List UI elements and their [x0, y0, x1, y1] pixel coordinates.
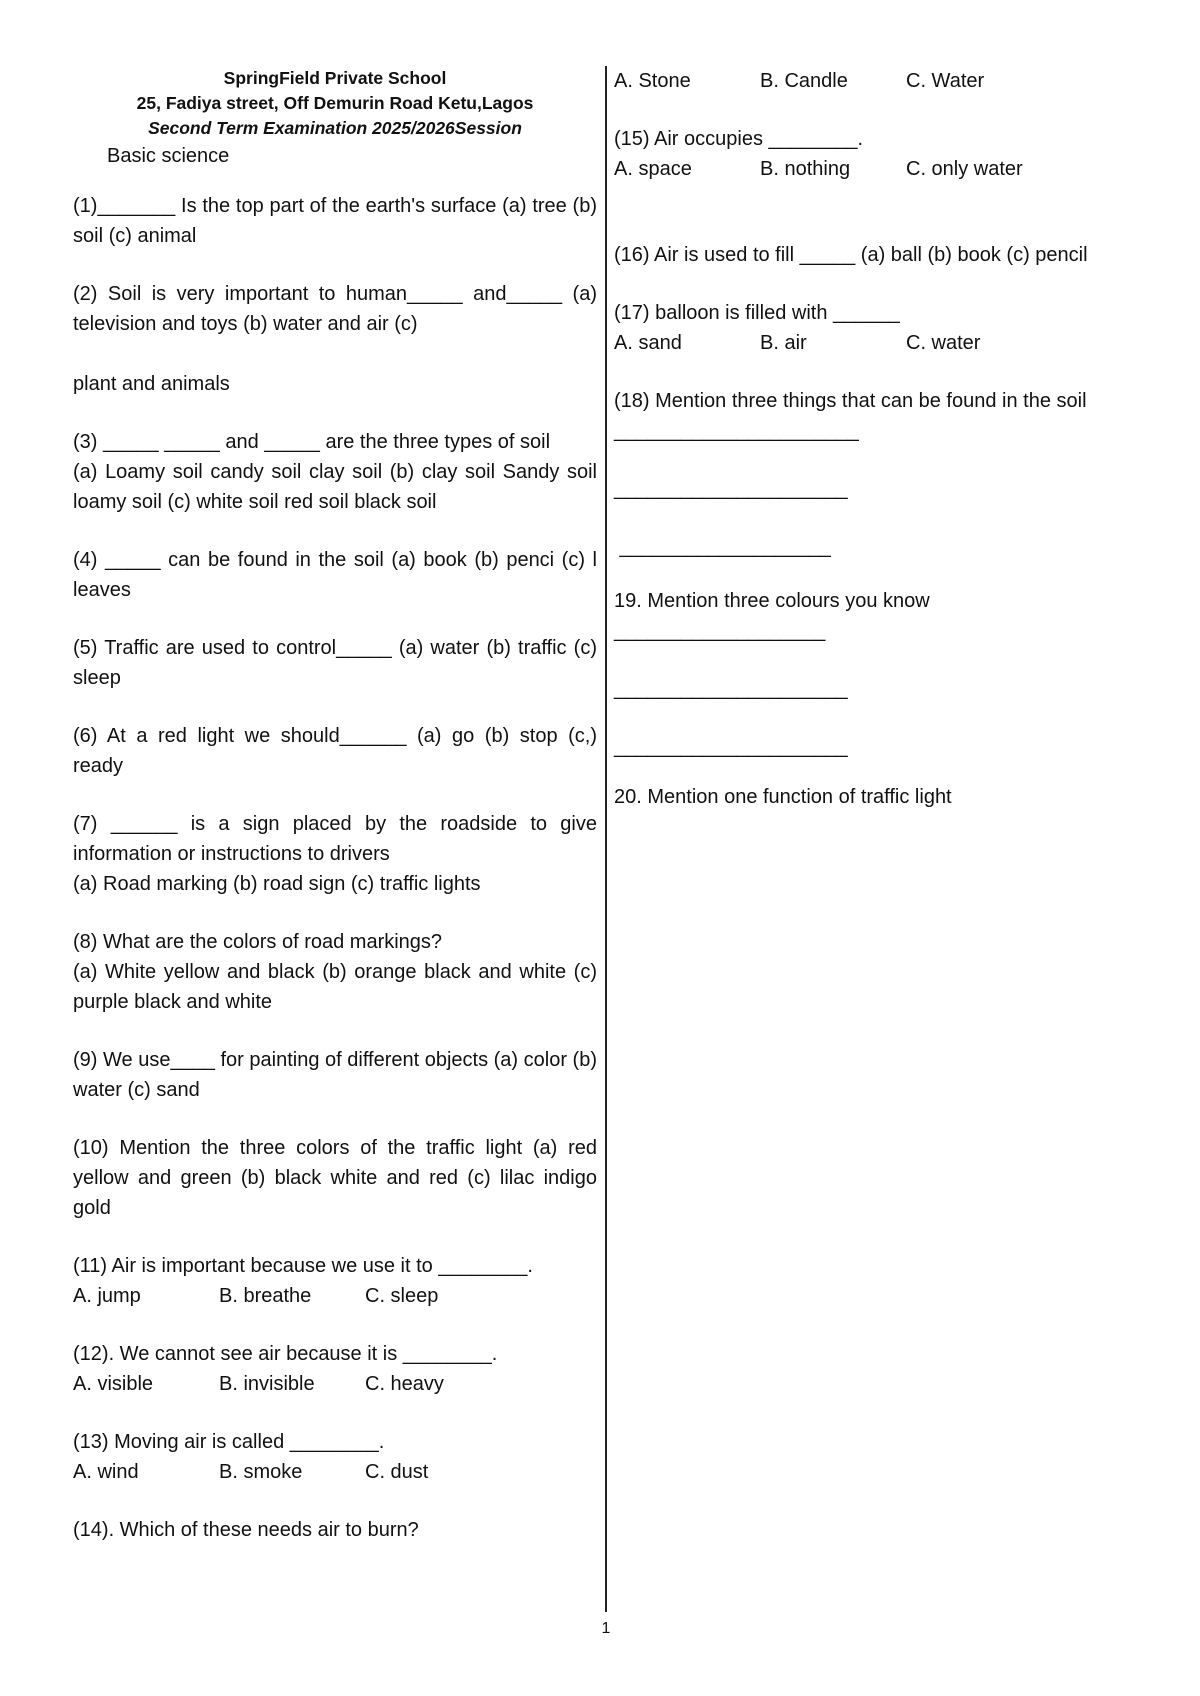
option-a: A. sand	[614, 332, 682, 354]
options	[73, 1281, 597, 1311]
answer-line[interactable]: ___________________	[614, 620, 826, 642]
subject-title: Basic science	[107, 145, 230, 167]
options	[73, 1369, 597, 1399]
question-15: (15) Air occupies ________. A. space B. nothing C. only water	[614, 124, 1136, 184]
option-b: B. air	[760, 332, 807, 354]
question-18: (18) Mention three things that can be found in the soil ______________________ _____________________ ___________________	[614, 386, 1136, 562]
question-9: (9) We use____ for painting of different objects (a) color (b) water (c) sand	[73, 1049, 597, 1101]
column-divider	[605, 66, 607, 1612]
question-13: (13) Moving air is called ________. A. wind B. smoke C. dust	[73, 1427, 597, 1487]
answer-line[interactable]: _____________________	[614, 736, 848, 758]
answer-line[interactable]: _____________________	[614, 478, 848, 500]
option-a: A. jump	[73, 1285, 141, 1307]
question-5: (5) Traffic are used to control_____ (a) water (b) traffic (c) sleep	[73, 637, 597, 689]
question-7: (7) ______ is a sign placed by the roadside to give information or instructions to drivers (a) Road marking (b) road sign (c) traffic lights	[73, 813, 597, 895]
question-3: (3) _____ _____ and _____ are the three types of soil (a) Loamy soil candy soil clay soil (b) clay soil Sandy soil loamy soil (c) white soil red soil black soil	[73, 431, 597, 513]
question-11: (11) Air is important because we use it to ________. A. jump B. breathe C. sleep	[73, 1251, 597, 1311]
option-b: B. smoke	[219, 1461, 303, 1483]
question-20: 20. Mention one function of traffic light	[614, 786, 952, 808]
exam-header	[73, 66, 597, 141]
option-a: A. Stone	[614, 70, 691, 92]
option-b: B. breathe	[219, 1285, 312, 1307]
question-10: (10) Mention the three colors of the traffic light (a) red yellow and green (b) black white and red (c) lilac indigo gold	[73, 1137, 597, 1219]
option-c: C. only water	[906, 158, 1023, 180]
question-19: 19. Mention three colours you know ___________________ _____________________ _____________________	[614, 586, 1136, 762]
question-14-options	[614, 66, 1136, 96]
option-a: A. wind	[73, 1461, 139, 1483]
option-a: A. visible	[73, 1373, 154, 1395]
left-column	[73, 66, 597, 1545]
option-b: B. nothing	[760, 158, 851, 180]
option-c: C. sleep	[365, 1285, 439, 1307]
options	[614, 154, 1136, 184]
question-6: (6) At a red light we should______ (a) go (b) stop (c,) ready	[73, 725, 597, 777]
question-16: (16) Air is used to fill _____ (a) ball (b) book (c) pencil	[614, 244, 1088, 266]
option-c: C. water	[906, 332, 981, 354]
option-b: B. Candle	[760, 70, 848, 92]
question-8: (8) What are the colors of road markings? (a) White yellow and black (b) orange black and white (c) purple black and white	[73, 931, 597, 1013]
question-14: (14). Which of these needs air to burn?	[73, 1519, 419, 1541]
answer-line[interactable]: ___________________	[614, 536, 831, 558]
school-address: 25, Fadiya street, Off Demurin Road Ketu,Lagos	[136, 93, 534, 113]
options	[614, 328, 1136, 358]
school-name: SpringField Private School	[223, 68, 447, 88]
right-column	[614, 66, 1136, 812]
option-c: C. Water	[906, 70, 985, 92]
question-17: (17) balloon is filled with ______ A. sand B. air C. water	[614, 298, 1136, 358]
question-2: (2) Soil is very important to human_____ and_____ (a) television and toys (b) water and air (c) plant and animals	[73, 283, 597, 395]
option-c: C. dust	[365, 1461, 429, 1483]
answer-line[interactable]: _____________________	[614, 678, 848, 700]
question-1: (1)_______ Is the top part of the earth's surface (a) tree (b) soil (c) animal	[73, 195, 597, 247]
question-12: (12). We cannot see air because it is ________. A. visible B. invisible C. heavy	[73, 1339, 597, 1399]
page-number: 1	[601, 1620, 611, 1637]
option-b: B. invisible	[219, 1373, 315, 1395]
question-4: (4) _____ can be found in the soil (a) book (b) penci (c) l leaves	[73, 549, 597, 601]
options	[73, 1457, 597, 1487]
option-a: A. space	[614, 158, 692, 180]
exam-title: Second Term Examination 2025/2026Session	[148, 118, 522, 138]
answer-line[interactable]: ______________________	[614, 420, 859, 442]
option-c: C. heavy	[365, 1373, 444, 1395]
